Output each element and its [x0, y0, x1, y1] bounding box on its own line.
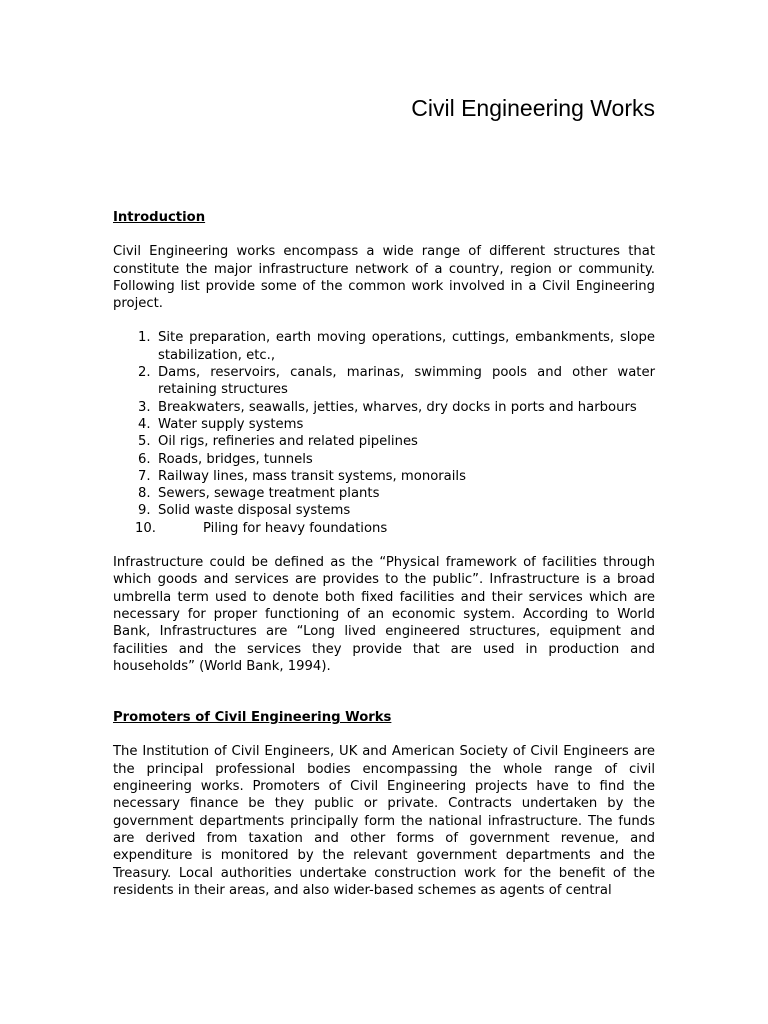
list-item	[113, 485, 655, 502]
list-item-text: Oil rigs, refineries and related pipelines	[158, 434, 418, 450]
introduction-paragraph: Civil Engineering works encompass a wide range of different structures that constitute the major infrastructure network of a country, region or community. Following list provide some of the common work involved in a Civil Engineering project.	[113, 244, 655, 312]
list-item-text: Railway lines, mass transit systems, monorails	[158, 468, 466, 484]
promoters-paragraph: The Institution of Civil Engineers, UK and American Society of Civil Engineers are the principal professional bodies encompassing the whole range of civil engineering works. Promoters of Civil Engineering projects have to find the necessary finance be they public or private. Contracts undertaken by the government departments principally form the national infrastructure. The funds are derived from taxation and other forms of government revenue, and expenditure is monitored by the relevant government departments and the Treasury. Local authorities undertake construction work for the benefit of the residents in their areas, and also wider-based schemes as agents of central	[113, 744, 655, 898]
list-item-number: 10.	[135, 520, 156, 536]
list-item-number: 8.	[138, 486, 151, 502]
list-item-number: 7.	[138, 468, 151, 484]
list-item-number: 9.	[138, 503, 151, 519]
list-item	[113, 468, 655, 485]
list-item	[113, 502, 655, 519]
list-item	[113, 364, 655, 399]
infrastructure-paragraph: Infrastructure could be defined as the “Physical framework of facilities through which goods and services are provides to the public”. Infrastructure is a broad umbrella term used to denote both fixed facilities and their services which are necessary for proper functioning of an economic system. According to World Bank, Infrastructures are “Long lived engineered structures, equipment and facilities and the services they provide that are used in production and households” (World Bank, 1994).	[113, 555, 655, 674]
list-item	[113, 520, 655, 537]
list-item-text: Water supply systems	[158, 416, 304, 432]
list-item	[113, 451, 655, 468]
list-item-number: 2.	[138, 365, 151, 381]
list-item	[113, 433, 655, 450]
list-item-text: Piling for heavy foundations	[203, 520, 388, 536]
promoters-heading: Promoters of Civil Engineering Works	[113, 710, 392, 726]
list-item-number: 3.	[138, 399, 151, 415]
list-item-text: Breakwaters, seawalls, jetties, wharves, dry docks in ports and harbours	[158, 399, 637, 415]
list-item-number: 4.	[138, 416, 151, 432]
introduction-heading: Introduction	[113, 210, 206, 225]
list-item-number: 5.	[138, 434, 151, 450]
list-item	[113, 416, 655, 433]
list-item-text: Solid waste disposal systems	[158, 503, 351, 519]
list-item	[113, 329, 655, 364]
list-item-number: 1.	[138, 330, 151, 346]
document-title: Civil Engineering Works	[411, 95, 655, 121]
document-body	[113, 209, 655, 899]
list-item-text: Roads, bridges, tunnels	[158, 451, 313, 467]
list-item-text: Dams, reservoirs, canals, marinas, swimming pools and other water retaining structures	[158, 365, 655, 398]
list-item-number: 6.	[138, 451, 151, 467]
civil-works-list	[113, 329, 655, 537]
list-item-text: Sewers, sewage treatment plants	[158, 486, 380, 502]
list-item	[113, 399, 655, 416]
list-item-text: Site preparation, earth moving operations, cuttings, embankments, slope stabilization, etc.,	[158, 330, 655, 363]
